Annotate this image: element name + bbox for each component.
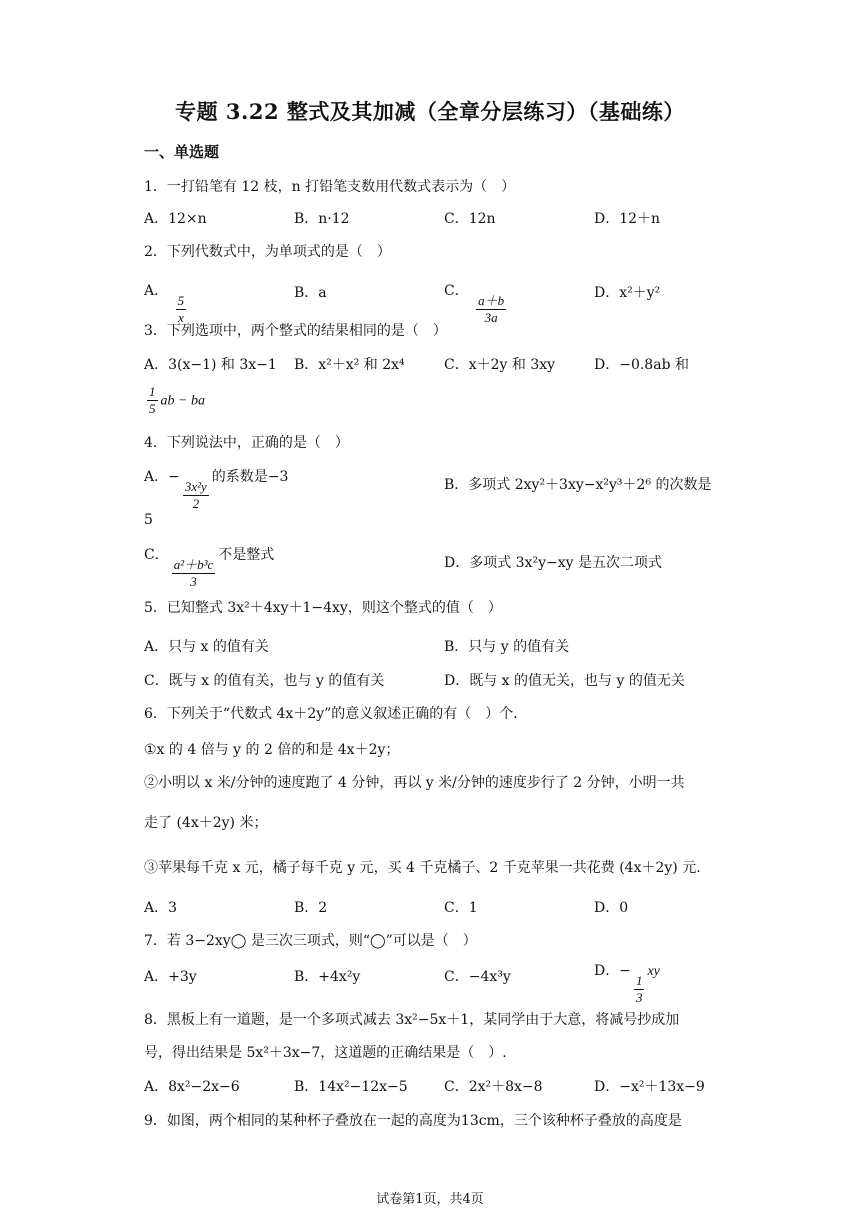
denominator: 3 <box>190 574 197 589</box>
expression: ab − ba <box>160 393 205 409</box>
question-8-options <box>144 1076 724 1100</box>
question-6-statement-2: ②小明以 x 米/分钟的速度跑了 4 分钟，再以 y 米/分钟的速度步行了 2 分钟，小明一共 <box>144 775 685 791</box>
numerator: a²＋b³c <box>173 557 214 572</box>
expression: xy <box>647 964 660 979</box>
numerator: 1 <box>149 384 156 399</box>
option-d[interactable] <box>594 960 660 1006</box>
option-c[interactable]: C．−4x³y <box>444 969 511 985</box>
fraction <box>183 479 209 512</box>
question-4-stem: 4．下列说法中，正确的是（ ） <box>144 435 349 451</box>
option-d[interactable]: D．多项式 3x²y−xy 是五次二项式 <box>444 555 662 571</box>
denominator: 3 <box>635 990 643 1005</box>
option-label: A． <box>144 283 169 299</box>
numerator: 3x²y <box>184 479 207 494</box>
option-a[interactable]: A．+3y <box>144 969 197 985</box>
option-c[interactable]: C．既与 x 的值有关，也与 y 的值有关 <box>144 673 385 689</box>
option-d[interactable]: D．−0.8ab 和 <box>594 357 689 373</box>
option-b[interactable]: B．2 <box>294 900 328 916</box>
option-b[interactable]: B．x²＋x² 和 2x⁴ <box>294 357 405 373</box>
question-5-options-cd <box>144 670 724 694</box>
fraction <box>476 293 506 326</box>
option-label: C． <box>144 547 169 563</box>
denominator: x <box>177 310 184 325</box>
option-d[interactable]: D．0 <box>594 900 629 916</box>
option-a[interactable]: A．只与 x 的值有关 <box>144 639 269 655</box>
section-heading: 一、单选题 <box>144 143 220 161</box>
question-2-stem: 2．下列代数式中，为单项式的是（ ） <box>144 244 391 260</box>
option-b[interactable]: B．a <box>294 285 327 301</box>
option-c[interactable]: C．12n <box>444 211 496 227</box>
question-5-stem: 5．已知整式 3x²＋4xy＋1−4xy，则这个整式的值（ ） <box>144 600 502 616</box>
page-title: 专题 3.22 整式及其加减（全章分层练习）（基础练） <box>175 99 685 124</box>
fraction <box>634 973 645 1006</box>
option-a[interactable]: A．8x²−2x−6 <box>144 1079 240 1095</box>
question-9-stem: 9．如图，两个相同的某种杯子叠放在一起的高度为13cm，三个该种杯子叠放的高度是 <box>144 1113 682 1129</box>
option-label: C． <box>444 283 469 299</box>
denominator: 3a <box>484 310 498 325</box>
option-d[interactable]: D．12＋n <box>594 211 661 227</box>
option-b[interactable]: B．14x²−12x−5 <box>294 1079 408 1095</box>
option-c[interactable] <box>144 544 274 590</box>
numerator: 1 <box>635 973 643 988</box>
denominator: 2 <box>192 496 200 511</box>
question-3-option-d-continued <box>144 384 205 417</box>
option-c[interactable]: C．1 <box>444 900 478 916</box>
question-3-stem: 3．下列选项中，两个整式的结果相同的是（ ） <box>144 323 447 339</box>
option-b[interactable]: B．+4x²y <box>294 969 361 985</box>
question-4-options-cd <box>144 540 724 589</box>
question-6-stem: 6．下列关于“代数式 4x＋2y”的意义叙述正确的有（ ）个． <box>144 706 528 722</box>
option-text: 不是整式 <box>218 547 275 563</box>
question-4-options-ab <box>144 462 724 511</box>
question-1-options <box>144 208 724 232</box>
question-8-stem-continued: 号，得出结果是 5x²＋3x−7，这道题的正确结果是（ ）. <box>144 1045 507 1061</box>
question-4-option-b-continued: 5 <box>144 512 153 528</box>
question-1-stem: 1．一打铅笔有 12 枝，n 打铅笔支数用代数式表示为（ ） <box>144 179 516 195</box>
option-c[interactable]: C．2x²＋8x−8 <box>444 1079 543 1095</box>
question-7-options <box>144 960 724 1005</box>
option-a[interactable]: A．3 <box>144 900 178 916</box>
option-label: A．− <box>144 469 180 485</box>
option-a[interactable]: A．3(x−1) 和 3x−1 <box>144 357 277 373</box>
option-text: 的系数是−3 <box>211 469 289 485</box>
question-6-statement-3: ③苹果每千克 x 元，橘子每千克 y 元，买 4 千克橘子、2 千克苹果一共花费 (4x＋2y) 元. <box>144 860 701 876</box>
question-8-stem: 8．黑板上有一道题，是一个多项式减去 3x²−5x＋1，某同学由于大意，将减号抄成加 <box>144 1012 680 1028</box>
option-c[interactable]: C．x＋2y 和 3xy <box>444 357 556 373</box>
option-d[interactable]: D．既与 x 的值无关，也与 y 的值无关 <box>444 673 685 689</box>
question-6-statement-1: ①x 的 4 倍与 y 的 2 倍的和是 4x＋2y； <box>144 742 400 758</box>
option-label: D．− <box>594 963 631 979</box>
numerator: 5 <box>177 293 185 308</box>
numerator: a＋b <box>478 293 505 308</box>
option-b[interactable]: B．n·12 <box>294 211 350 227</box>
option-b[interactable]: B．只与 y 的值有关 <box>444 639 570 655</box>
fraction <box>147 384 158 417</box>
option-a[interactable]: A．12×n <box>144 211 207 227</box>
page-footer: 试卷第1页，共4页 <box>376 1192 484 1207</box>
question-5-options-ab <box>144 636 724 660</box>
option-d[interactable]: D．x²＋y² <box>594 285 661 301</box>
question-7-stem: 7．若 3−2xy◯ 是三次三项式，则“◯”可以是（ ） <box>144 933 477 949</box>
question-6-options <box>144 897 724 921</box>
option-a[interactable] <box>144 466 288 512</box>
option-b[interactable]: B．多项式 2xy²＋3xy−x²y³＋2⁶ 的次数是 <box>444 477 712 493</box>
question-3-options <box>144 354 724 378</box>
question-6-statement-2-continued: 走了 (4x＋2y) 米； <box>144 815 268 831</box>
denominator: 5 <box>149 401 156 416</box>
option-d[interactable]: D．−x²＋13x−9 <box>594 1079 705 1095</box>
question-2-options <box>144 272 724 325</box>
fraction <box>172 557 216 590</box>
option-c[interactable] <box>444 280 509 326</box>
